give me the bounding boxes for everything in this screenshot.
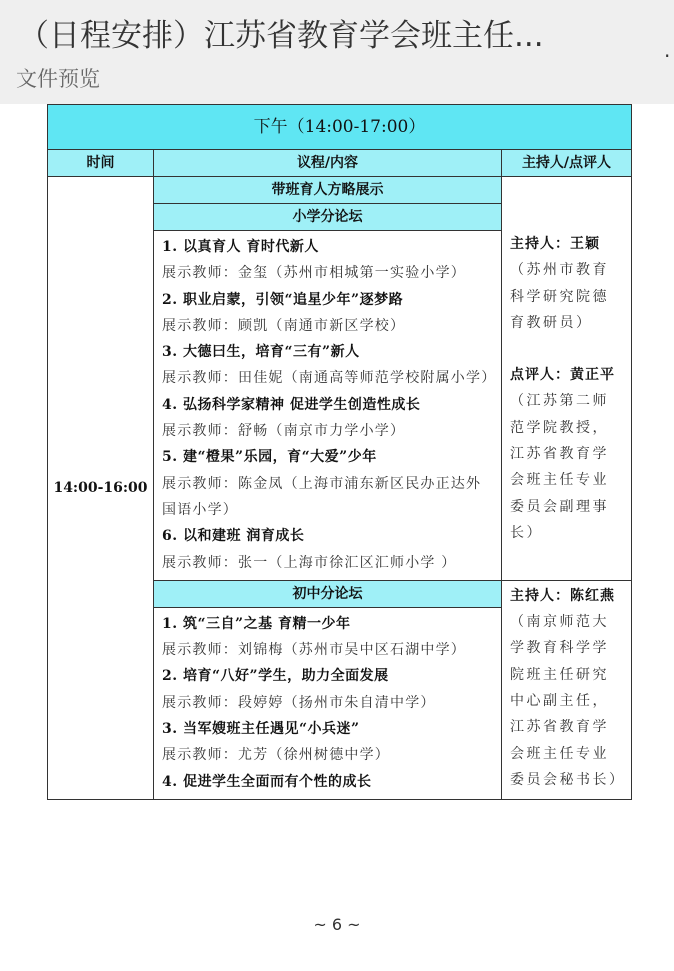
agenda-item-title: 3. 当军嫂班主任遇见“小兵迷” bbox=[162, 721, 360, 738]
middle-forum-title: 初中分论坛 bbox=[154, 580, 502, 607]
primary-host-desc: （苏州市教育科学研究院德育教研员） bbox=[510, 262, 609, 331]
column-header-topic: 议程/内容 bbox=[154, 150, 502, 177]
agenda-item-title: 5. 建“橙果”乐园，育“大爱”少年 bbox=[162, 449, 377, 466]
middle-forum-items bbox=[154, 607, 502, 799]
agenda-item-title: 2. 培育“八好”学生，助力全面发展 bbox=[162, 668, 389, 685]
primary-reviewer-role: 点评人：黄正平 bbox=[510, 367, 615, 384]
agenda-item-teacher: 展示教师：陈金凤（上海市浦东新区民办正达外国语小学） bbox=[162, 475, 482, 518]
agenda-item-title: 4. 弘扬科学家精神 促进学生创造性成长 bbox=[162, 396, 421, 413]
session-banner: 下午（14:00-17:00） bbox=[48, 105, 632, 150]
agenda-item-teacher: 展示教师：金玺（苏州市相城第一实验小学） bbox=[162, 265, 466, 282]
preview-label: 文件预览 bbox=[16, 67, 100, 91]
agenda-item-title: 4. 促进学生全面而有个性的成长 bbox=[162, 773, 372, 790]
middle-host-role: 主持人：陈红燕 bbox=[510, 587, 615, 604]
primary-reviewer-desc: （江苏第二师范学院教授，江苏省教育学会班主任专业委员会副理事长） bbox=[510, 393, 609, 541]
page-number: ~ 6 ~ bbox=[313, 915, 361, 934]
primary-forum-items bbox=[154, 231, 502, 581]
agenda-item-teacher: 展示教师：舒畅（南京市力学小学） bbox=[162, 423, 406, 440]
agenda-item-teacher: 展示教师：刘锦梅（苏州市吴中区石湖中学） bbox=[162, 642, 466, 659]
column-header-host: 主持人/点评人 bbox=[502, 150, 632, 177]
middle-host-cell bbox=[502, 580, 632, 799]
agenda-item-teacher: 展示教师：顾凯（南通市新区学校） bbox=[162, 317, 406, 334]
primary-host-role: 主持人：王颖 bbox=[510, 236, 600, 252]
agenda-item-teacher: 展示教师：田佳妮（南通高等师范学校附属小学） bbox=[162, 370, 497, 387]
agenda-item-title: 1. 以真育人 育时代新人 bbox=[162, 239, 319, 255]
agenda-item-title: 1. 筑“三自”之基 育精一少年 bbox=[162, 615, 351, 632]
column-header-time: 时间 bbox=[48, 150, 154, 177]
middle-host-desc: （南京师范大学教育科学学院班主任研究中心副主任，江苏省教育学会班主任专业委员会秘书长） bbox=[510, 614, 626, 788]
schedule-table bbox=[47, 104, 632, 800]
primary-host-cell bbox=[502, 177, 632, 581]
truncated-edge-glyph: . bbox=[664, 38, 671, 62]
agenda-item-teacher: 展示教师：张一（上海市徐汇区汇师小学 ） bbox=[162, 554, 457, 571]
agenda-item-teacher: 展示教师：段婷婷（扬州市朱自清中学） bbox=[162, 694, 436, 711]
session-time: 14:00-16:00 bbox=[48, 177, 154, 800]
primary-forum-title: 小学分论坛 bbox=[154, 204, 502, 231]
agenda-item-title: 6. 以和建班 润育成长 bbox=[162, 528, 305, 545]
agenda-item-teacher: 展示教师：尤芳（徐州树德中学） bbox=[162, 747, 390, 764]
agenda-item-title: 3. 大德曰生，培育“三有”新人 bbox=[162, 344, 360, 361]
agenda-item-title: 2. 职业启蒙，引领“追星少年”逐梦路 bbox=[162, 291, 404, 308]
file-preview-header bbox=[0, 0, 674, 104]
document-title[interactable]: （日程安排）江苏省教育学会班主任... bbox=[18, 18, 544, 54]
showcase-title: 带班育人方略展示 bbox=[154, 177, 502, 204]
